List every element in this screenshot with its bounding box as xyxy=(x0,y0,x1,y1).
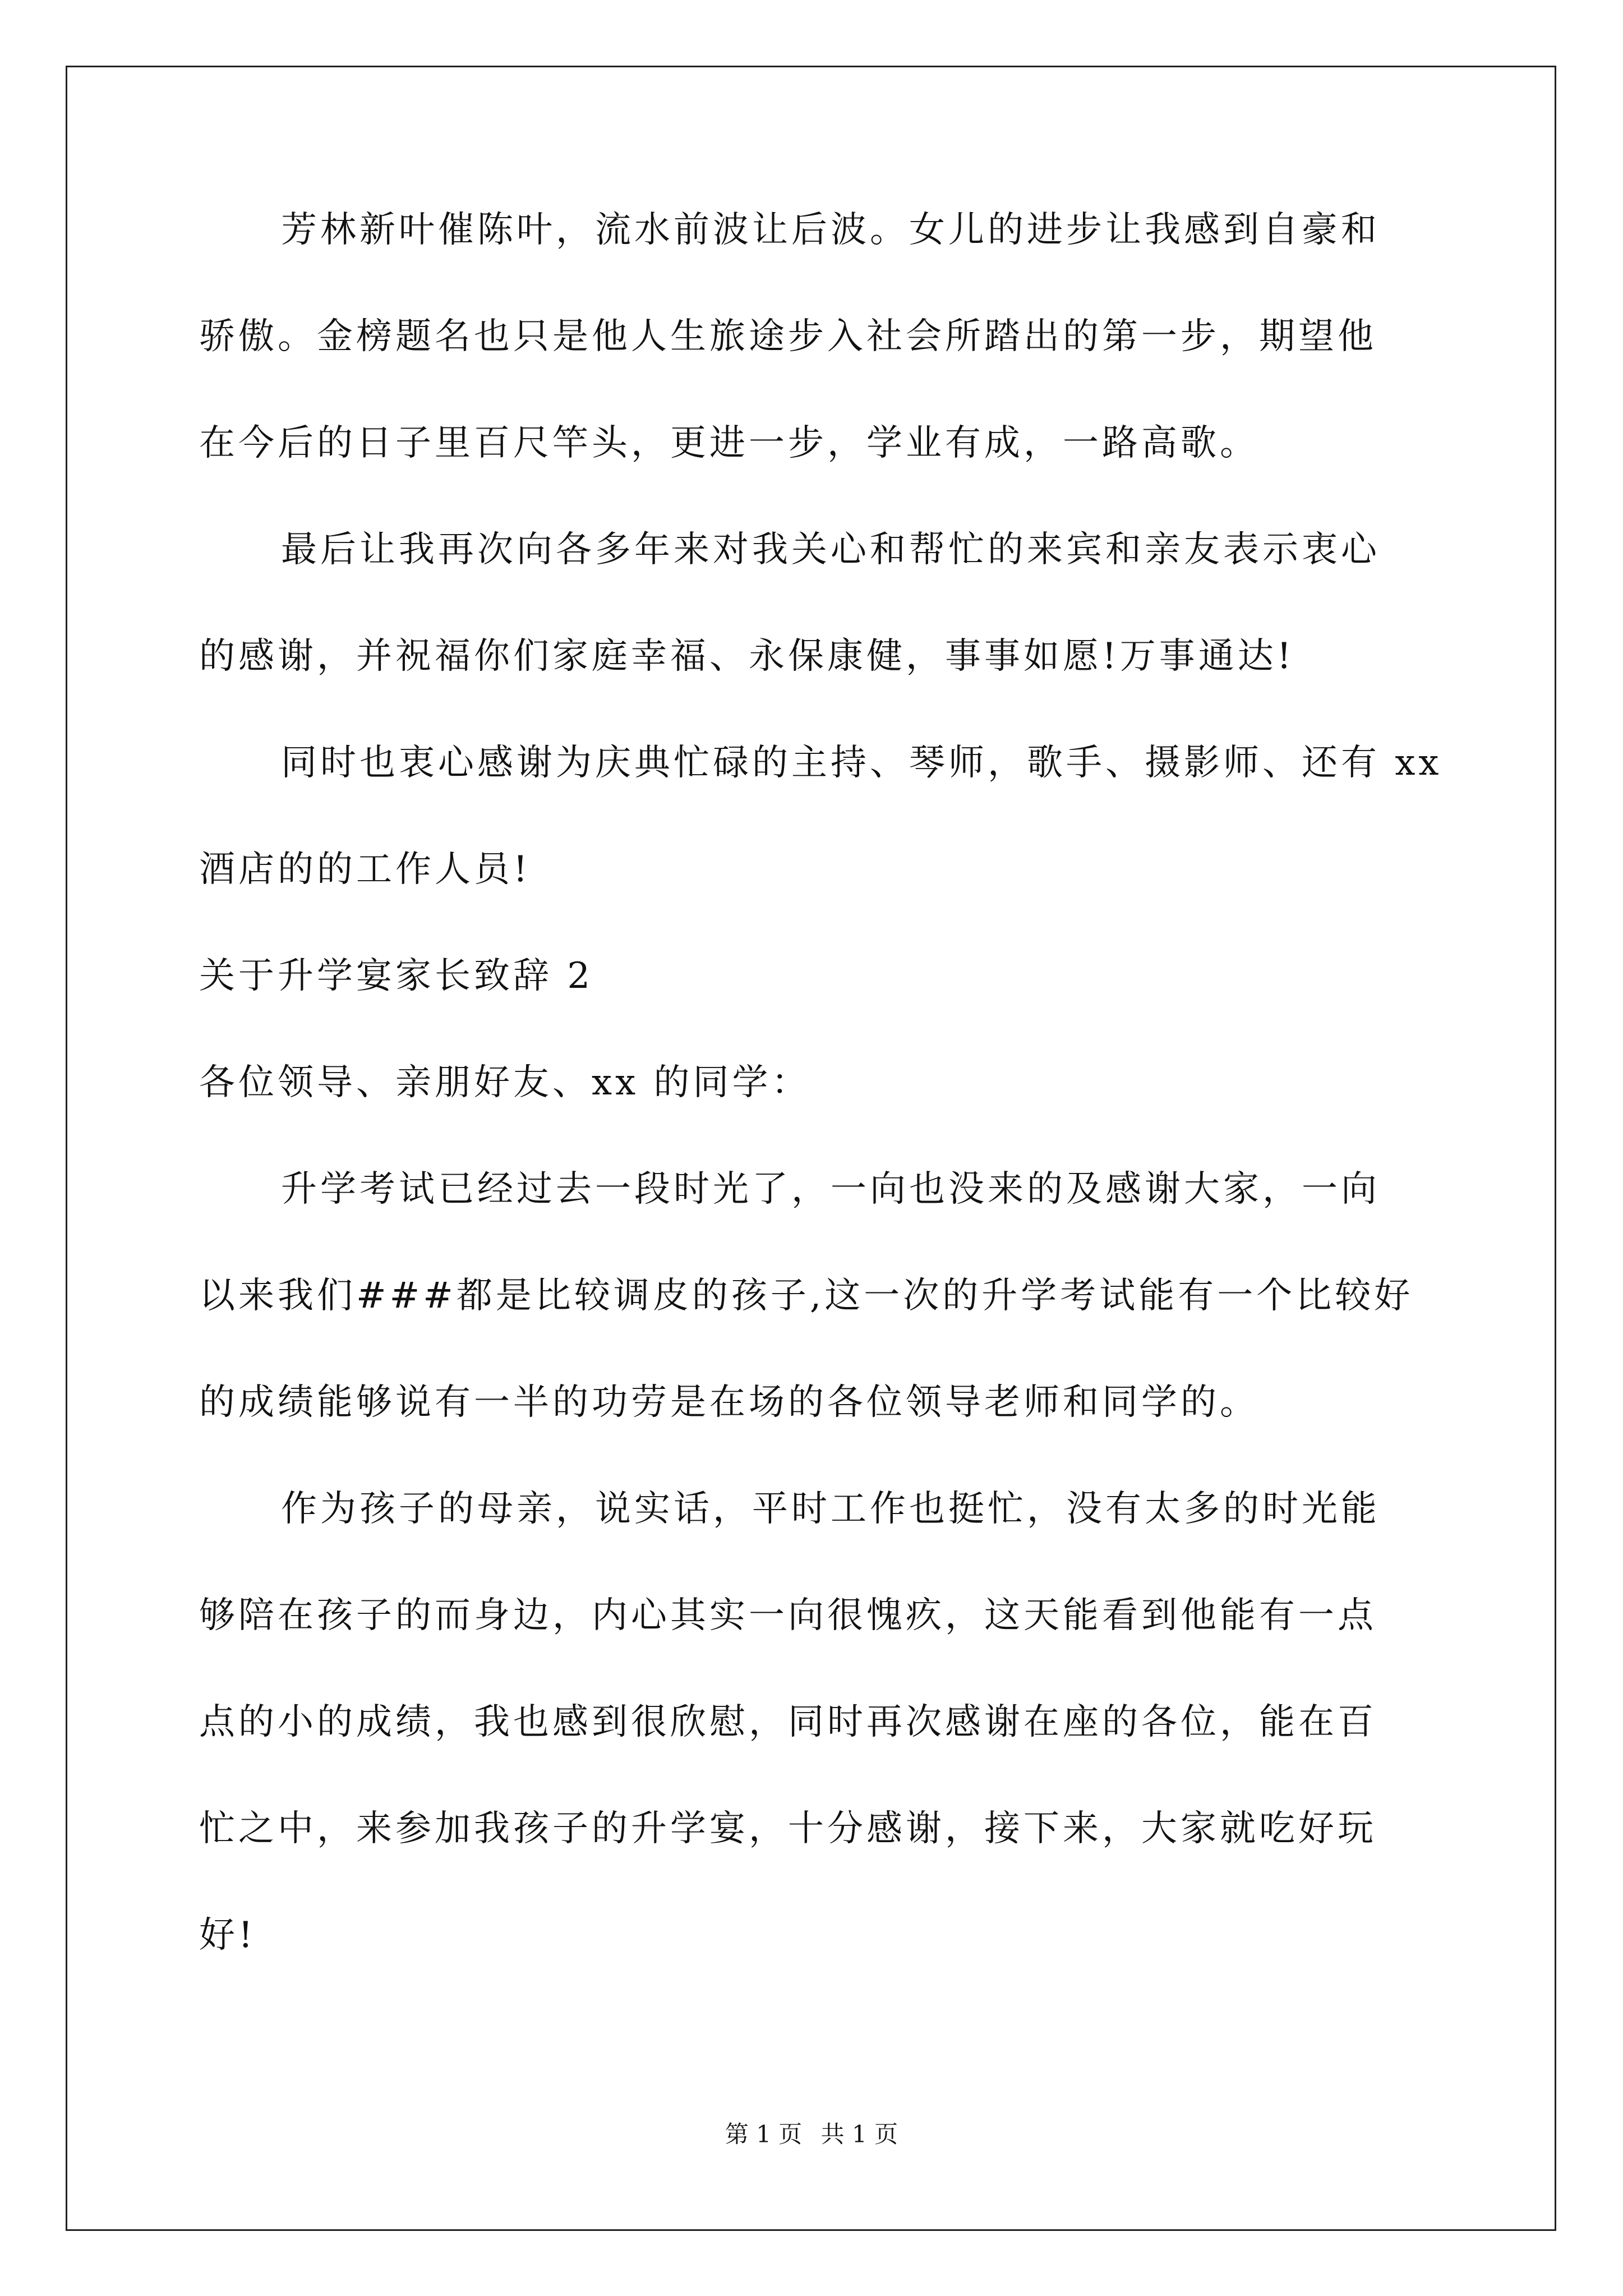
paragraph-line: 以来我们###都是比较调皮的孩子,这一次的升学考试能有一个比较好 xyxy=(199,1275,1414,1317)
paragraph-line: 好! xyxy=(199,1915,256,1956)
page-border xyxy=(66,66,1556,2231)
paragraph-line: 的成绩能够说有一半的功劳是在场的各位领导老师和同学的。 xyxy=(199,1382,1259,1423)
paragraph-line: 同时也衷心感谢为庆典忙碌的主持、琴师，歌手、摄影师、还有 xx xyxy=(281,742,1442,784)
paragraph-line: 作为孩子的母亲，说实话，平时工作也挺忙，没有太多的时光能 xyxy=(281,1488,1380,1530)
page-footer xyxy=(0,2120,1623,2148)
paragraph-line: 在今后的日子里百尺竿头，更进一步，学业有成，一路高歌。 xyxy=(199,422,1259,464)
salutation-line: 各位领导、亲朋好友、xx 的同学： xyxy=(199,1062,811,1103)
paragraph-line: 最后让我再次向各多年来对我关心和帮忙的来宾和亲友表示衷心 xyxy=(281,529,1380,570)
section-heading: 关于升学宴家长致辞 2 xyxy=(199,955,594,997)
paragraph-line: 酒店的的工作人员! xyxy=(199,849,531,890)
paragraph-line: 芳林新叶催陈叶，流水前波让后波。女儿的进步让我感到自豪和 xyxy=(281,209,1380,251)
paragraph-line: 忙之中，来参加我孩子的升学宴，十分感谢，接下来，大家就吃好玩 xyxy=(199,1808,1377,1849)
paragraph-line: 的感谢，并祝福你们家庭幸福、永保康健，事事如愿!万事通达! xyxy=(199,636,1295,677)
paragraph-line: 够陪在孩子的而身边，内心其实一向很愧疚，这天能看到他能有一点 xyxy=(199,1595,1377,1636)
page-number-total: 共 1 页 xyxy=(820,2120,898,2148)
paragraph-line: 骄傲。金榜题名也只是他人生旅途步入社会所踏出的第一步，期望他 xyxy=(199,316,1377,357)
paragraph-line: 升学考试已经过去一段时光了，一向也没来的及感谢大家，一向 xyxy=(281,1168,1380,1210)
paragraph-line: 点的小的成绩，我也感到很欣慰，同时再次感谢在座的各位，能在百 xyxy=(199,1701,1377,1743)
page-number-current: 第 1 页 xyxy=(725,2120,803,2148)
